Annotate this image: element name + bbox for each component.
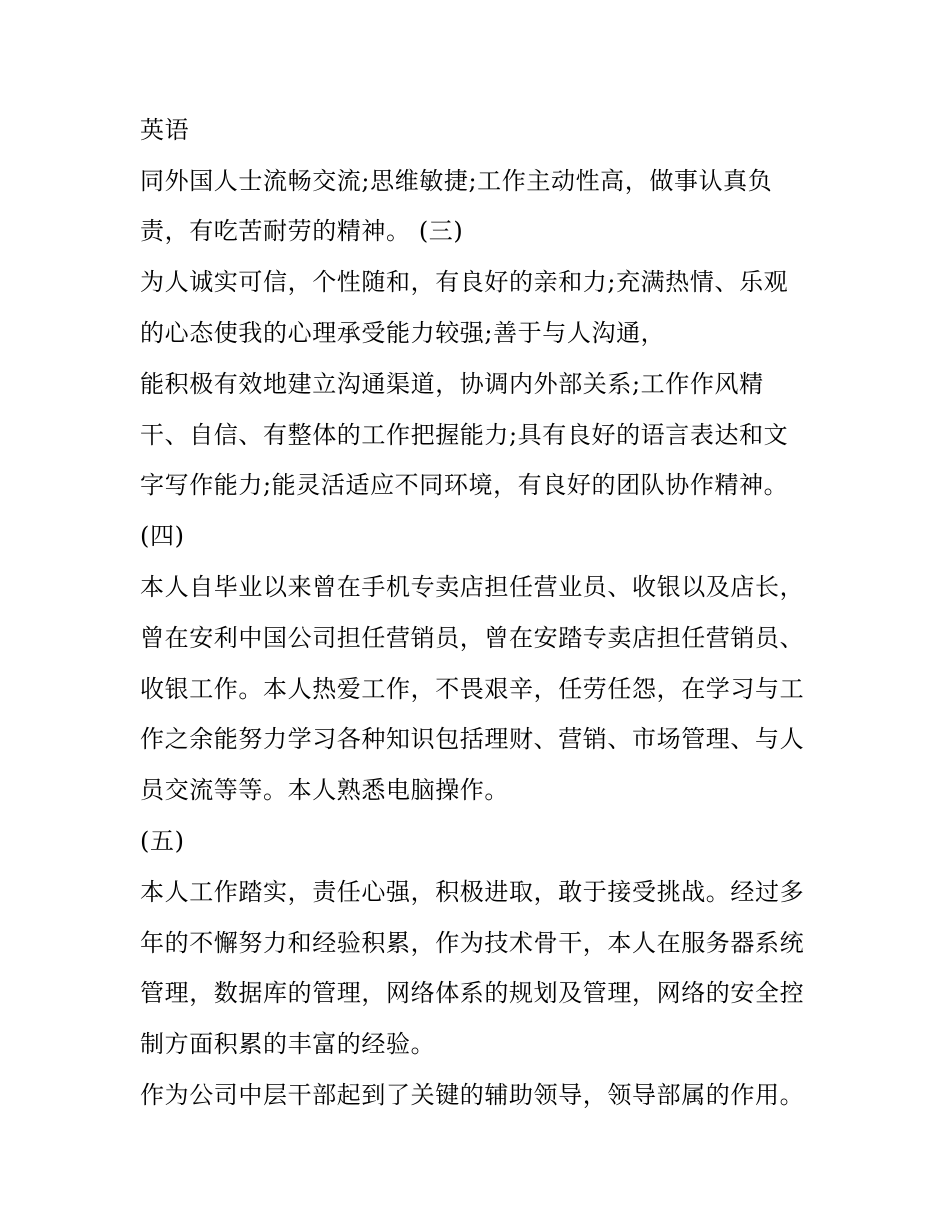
text-line: 本人自毕业以来曾在手机专卖店担任营业员、收银以及店长， xyxy=(140,573,805,601)
text-line: 的心态使我的心理承受能力较强;善于与人沟通， xyxy=(140,319,666,347)
text-line: 年的不懈努力和经验积累，作为技术骨干，本人在服务器系统 xyxy=(140,929,805,957)
section-heading: (四) xyxy=(140,522,185,550)
text-line: 字写作能力;能灵活适应不同环境，有良好的团队协作精神。 xyxy=(140,471,789,499)
text-line: 制方面积累的丰富的经验。 xyxy=(140,1030,436,1058)
text-line: 作之余能努力学习各种知识包括理财、营销、市场管理、与人 xyxy=(140,725,805,753)
text-line: 员交流等等。本人熟悉电脑操作。 xyxy=(140,776,509,804)
text-line: 英语 xyxy=(140,116,190,144)
text-line: 能积极有效地建立沟通渠道，协调内外部关系;工作作风精 xyxy=(140,370,764,398)
text-line: 作为公司中层干部起到了关键的辅助领导，领导部属的作用。 xyxy=(140,1081,805,1109)
text-line: 同外国人士流畅交流;思维敏捷;工作主动性高，做事认真负 xyxy=(140,167,773,195)
text-line: 干、自信、有整体的工作把握能力;具有良好的语言表达和文 xyxy=(140,421,789,449)
text-line: 曾在安利中国公司担任营销员，曾在安踏专卖店担任营销员、 xyxy=(140,624,805,652)
section-heading: (五) xyxy=(140,827,185,855)
text-line: 本人工作踏实，责任心强，积极进取，敢于接受挑战。经过多 xyxy=(140,878,805,906)
text-line: 管理，数据库的管理，网络体系的规划及管理，网络的安全控 xyxy=(140,979,805,1007)
text-line: 为人诚实可信，个性随和，有良好的亲和力;充满热情、乐观 xyxy=(140,268,789,296)
text-line: 收银工作。本人热爱工作，不畏艰辛，任劳任怨，在学习与工 xyxy=(140,675,805,703)
text-line: 责，有吃苦耐劳的精神。 (三) xyxy=(140,217,464,245)
